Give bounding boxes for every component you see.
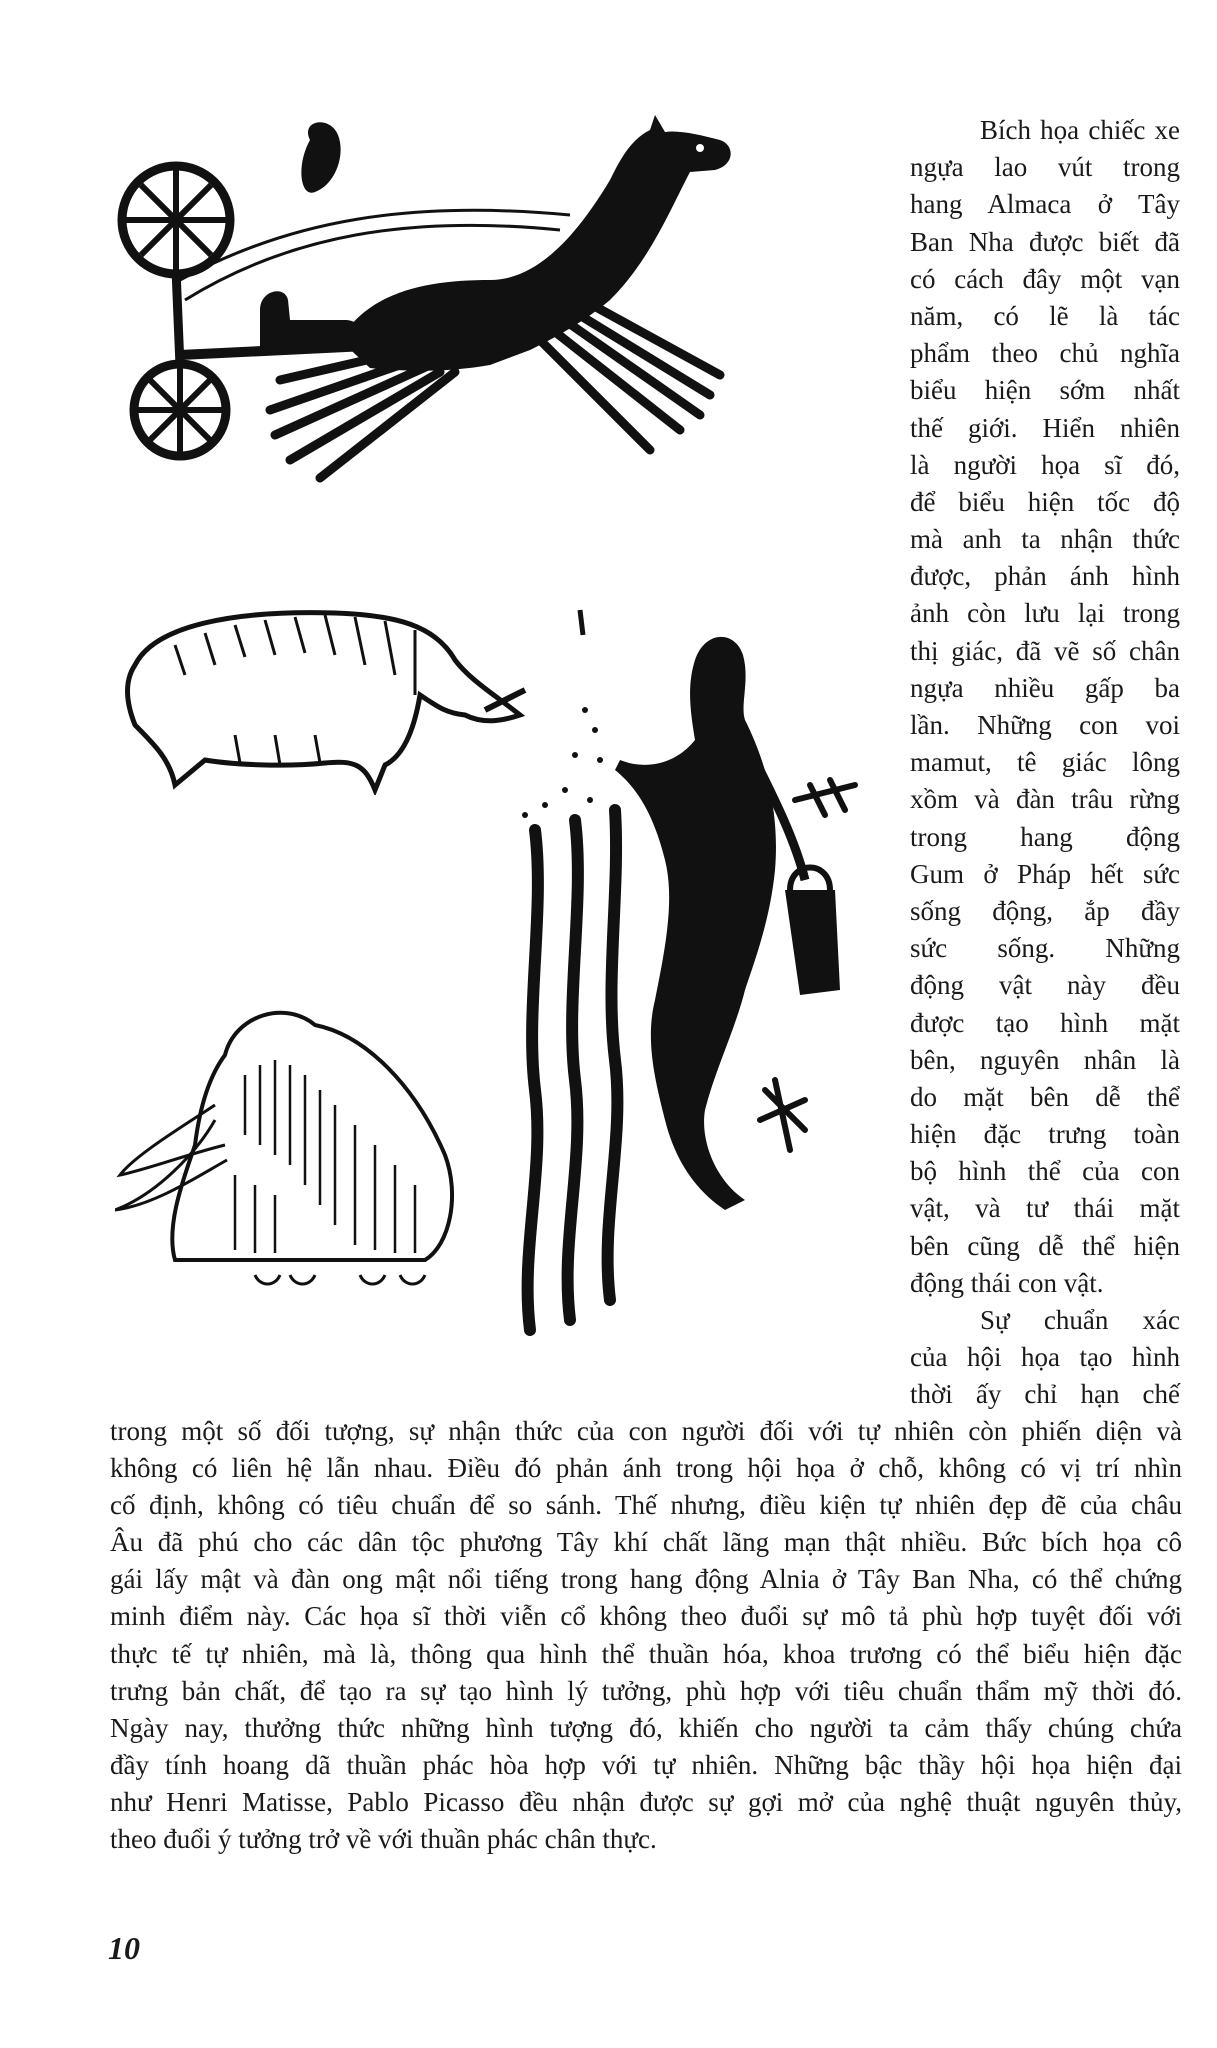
text-line: Gum ở Pháp hết sức [910,858,1180,889]
text-line: động vật này đều [910,970,1180,1001]
text-line: có cách đây một vạn [910,263,1180,294]
text-line: Sự chuẩn xác [980,1305,1180,1335]
text-line: ngựa nhiều gấp ba [910,672,1180,703]
text-line: trong hang động [910,821,1180,852]
text-line: bên cũng dễ thể hiện [910,1230,1180,1261]
text-line: hang Almaca ở Tây [910,189,1180,220]
text-line: Bích họa chiếc xe [980,115,1180,145]
text-line: được, phản ánh hình [910,561,1180,592]
chariot-horse-illustration [110,110,810,500]
text-line: trong một số đối tượng, sự nhận thức của con người đối với tự nhiên còn phiến diện và [110,1416,1182,1446]
page-number: 10 [108,1930,140,1966]
text-line: đầy tính hoang dã thuần phác hòa hợp với tự nhiên. Những bậc thầy hội họa hiện đại [110,1749,1182,1780]
text-line: bên, nguyên nhân là [910,1044,1180,1075]
text-line: hiện đặc trưng toàn [910,1119,1180,1150]
text-line: gái lấy mật và đàn ong mật nổi tiếng trong hang động Alnia ở Tây Ban Nha, có thể chứng [110,1564,1182,1595]
text-line: ngựa lao vút trong [910,152,1180,183]
text-line: Ngày nay, thưởng thức những hình tượng đó, khiến cho người ta cảm thấy chúng chứa [110,1712,1182,1743]
text-line: không có liên hệ lẫn nhau. Điều đó phản ánh trong hội họa ở chỗ, không có vị trí nhìn [110,1453,1182,1484]
text-line: năm, có lẽ là tác [910,300,1180,331]
text-line: cố định, không có tiêu chuẩn để so sánh. Thế nhưng, điều kiện tự nhiên đẹp đẽ của châu [110,1490,1182,1521]
text-line: để biểu hiện tốc độ [910,486,1180,517]
text-line: động thái con vật. [910,1267,1104,1298]
text-line: biểu hiện sớm nhất [910,375,1180,406]
full-width-text [110,1413,1182,1858]
text-line: do mặt bên dễ thể [910,1081,1180,1112]
text-line: sức sống. Những [910,933,1180,964]
text-line: phẩm theo chủ nghĩa [910,338,1180,369]
text-line: Âu đã phú cho các dân tộc phương Tây khí chất lãng mạn thật nhiều. Bức bích họa cô [110,1527,1182,1558]
woolly-rhino-illustration [115,585,535,795]
honey-gatherer-illustration [505,590,875,1350]
text-line: Ban Nha được biết đã [910,226,1180,257]
text-line: thời ấy chỉ hạn chế [910,1379,1180,1410]
text-line: minh điểm này. Các họa sĩ thời viễn cổ không theo đuổi sự mô tả phù hợp tuyệt đối với [110,1601,1182,1632]
text-line: ảnh còn lưu lại trong [910,598,1180,629]
text-line: trưng bản chất, để tạo ra sự tạo hình lý tưởng, phù hợp với tiêu chuẩn thẩm mỹ thời đó. [110,1675,1182,1706]
text-line: vật, và tư thái mặt [910,1193,1180,1224]
mammoth-illustration [115,995,465,1305]
text-line: của hội họa tạo hình [910,1342,1180,1373]
right-column-text [910,112,1180,1414]
text-line: mamut, tê giác lông [910,747,1180,778]
text-line: sống động, ắp đầy [910,895,1180,926]
text-line: lần. Những con voi [910,710,1180,740]
text-line: mà anh ta nhận thức [910,524,1180,555]
text-line: là người họa sĩ đó, [910,449,1180,480]
text-line: thị giác, đã vẽ số chân [910,635,1180,666]
text-line: thực tế tự nhiên, mà là, thông qua hình thể thuần hóa, khoa trương có thể biểu hiện đặc [110,1638,1182,1669]
text-line: được tạo hình mặt [910,1007,1180,1038]
text-line: xồm và đàn trâu rừng [910,784,1180,815]
text-line: bộ hình thể của con [910,1156,1180,1187]
text-line: như Henri Matisse, Pablo Picasso đều nhận được sự gợi mở của nghệ thuật nguyên thủy, [110,1786,1182,1817]
text-line: theo đuổi ý tưởng trở về với thuần phác chân thực. [110,1824,657,1855]
text-line: thế giới. Hiển nhiên [910,412,1180,443]
